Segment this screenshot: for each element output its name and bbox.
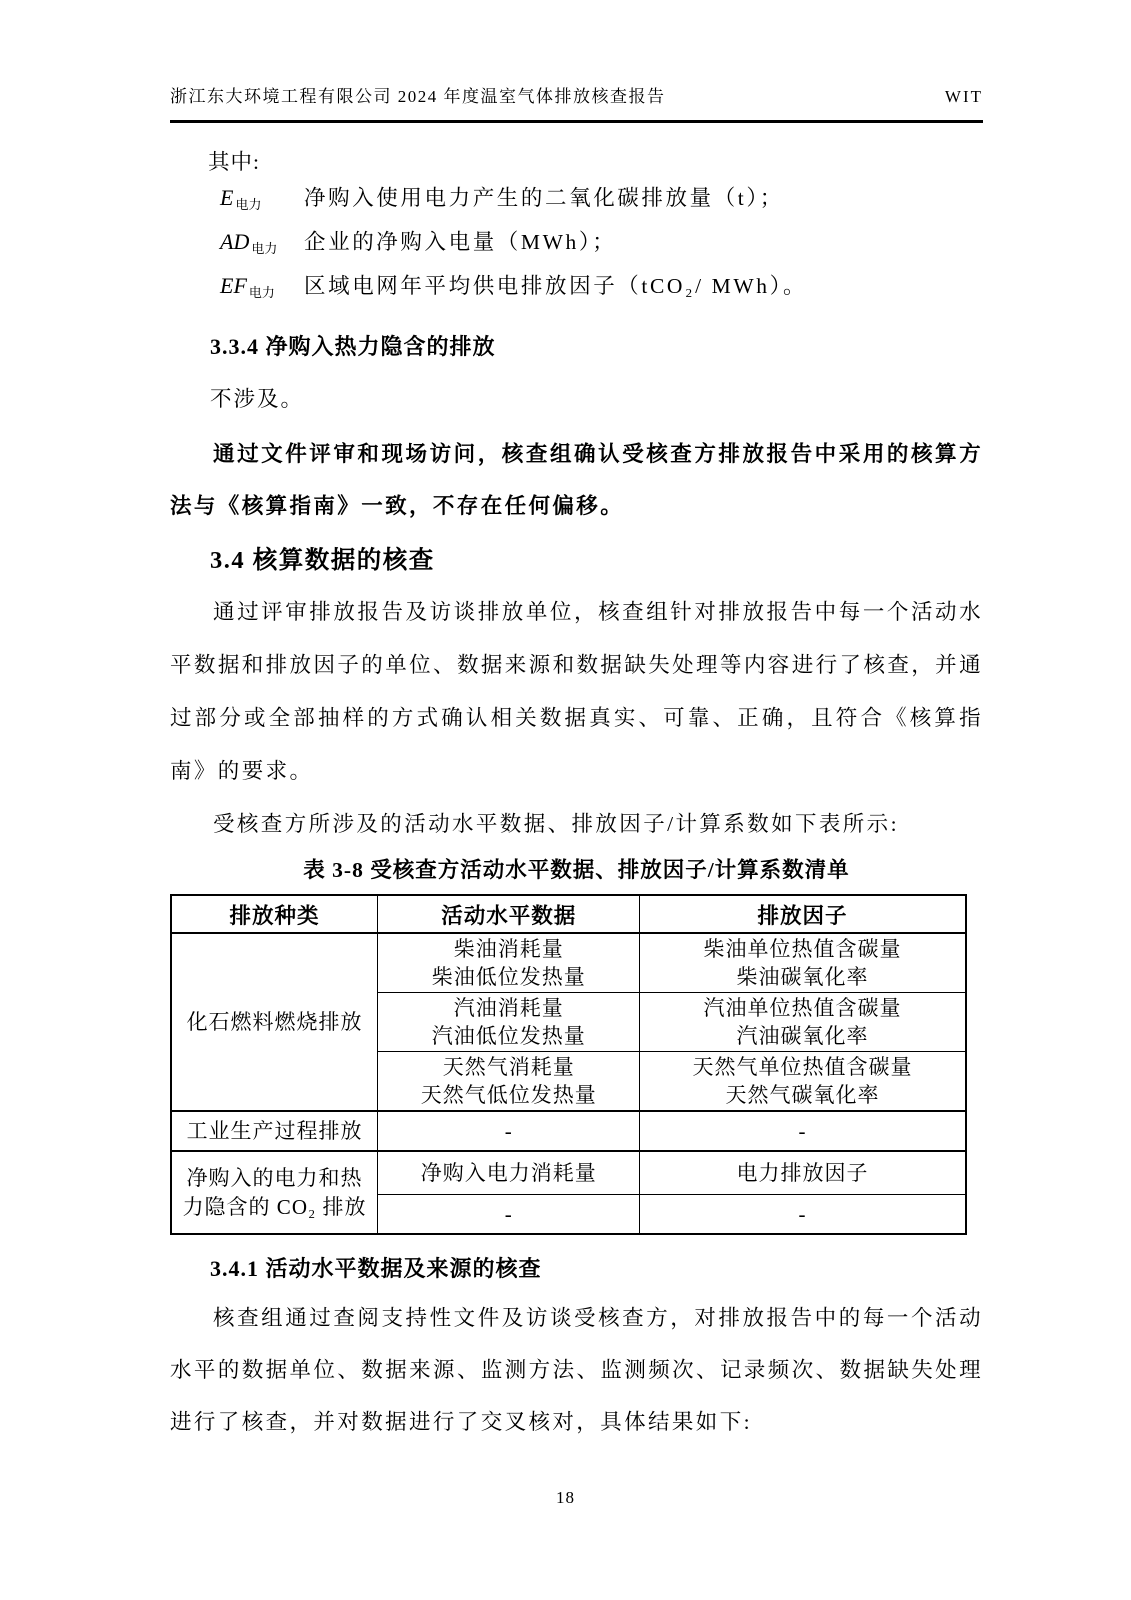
- definition-term: [220, 273, 304, 301]
- term-symbol: AD: [220, 229, 250, 254]
- table-header-row: [171, 895, 966, 933]
- para-not-involved: 不涉及。: [210, 387, 305, 411]
- term-subscript: 电力: [251, 241, 278, 256]
- cell-activity: 净购入电力消耗量: [378, 1151, 640, 1194]
- cell-factor: [640, 993, 966, 1052]
- cell-factor: -: [640, 1111, 966, 1151]
- heading-3-3-4: 3.3.4 净购入热力隐含的排放: [210, 334, 496, 359]
- cell-category-electricity: 净购入的电力和热力隐含的 CO₂ 排放: [171, 1151, 378, 1234]
- col-header-factor: 排放因子: [640, 895, 966, 933]
- cell-category-fossil: 化石燃料燃烧排放: [171, 933, 378, 1111]
- para-conclusion: 通过文件评审和现场访问，核查组确认受核查方排放报告中采用的核算方法与《核算指南》一致，不存在任何偏移。: [170, 442, 983, 518]
- cell-line: 柴油低位发热量: [431, 965, 586, 989]
- cell-activity: -: [378, 1111, 640, 1151]
- definition-desc: 净购入使用电力产生的二氧化碳排放量（t）；: [304, 186, 784, 210]
- table-row-diesel: [171, 933, 966, 993]
- col-header-category: 排放种类: [171, 895, 378, 933]
- table-head: [171, 895, 966, 933]
- definition-term: [220, 185, 304, 213]
- cell-line: 汽油碳氧化率: [736, 1024, 869, 1048]
- cell-factor: 电力排放因子: [640, 1151, 966, 1194]
- cell-category-process: 工业生产过程排放: [171, 1111, 378, 1151]
- cell-activity: [378, 1052, 640, 1112]
- definition-item: [170, 269, 983, 313]
- table-row-purchased-electricity: [171, 1151, 966, 1194]
- cell-activity: [378, 993, 640, 1052]
- definition-desc: 企业的净购入电量（MWh）；: [304, 230, 617, 254]
- table-3-8: [170, 894, 967, 1235]
- definitions-intro: 其中:: [208, 150, 260, 174]
- term-symbol: E: [220, 185, 234, 210]
- cell-line: 柴油消耗量: [453, 937, 564, 961]
- definitions-list: [170, 181, 983, 313]
- term-subscript: 电力: [248, 285, 275, 300]
- table-row-industrial-process: [171, 1111, 966, 1151]
- header-row: [170, 82, 983, 107]
- definition-desc: 区域电网年平均供电排放因子（tCO₂/ MWh）。: [304, 274, 808, 298]
- page-number: 18: [556, 1488, 575, 1507]
- para-3-4-1: 核查组通过查阅支持性文件及访谈受核查方，对排放报告中的每一个活动水平的数据单位、数据来源、监测方法、监测频次、记录频次、数据缺失处理进行了核查，并对数据进行了交叉核对，具体结果如下:: [170, 1306, 983, 1434]
- cell-activity: [378, 933, 640, 993]
- header-title: 浙江东大环境工程有限公司 2024 年度温室气体排放核查报告: [170, 87, 666, 106]
- para-table-lead: 受核查方所涉及的活动水平数据、排放因子/计算系数如下表所示:: [213, 812, 899, 836]
- definition-item: [170, 181, 983, 225]
- para-3-4-intro: 通过评审排放报告及访谈排放单位，核查组针对排放报告中每一个活动水平数据和排放因子的单位、数据来源和数据缺失处理等内容进行了核查，并通过部分或全部抽样的方式确认相关数据真实、可靠、正确，且符合《核算指南》的要求。: [170, 600, 983, 783]
- cell-line: 柴油单位热值含碳量: [703, 937, 902, 961]
- cell-line: 汽油消耗量: [453, 996, 564, 1020]
- header-mark: WIT: [944, 87, 983, 106]
- page-footer: [0, 1488, 1131, 1508]
- cell-line: 天然气低位发热量: [420, 1083, 597, 1107]
- document-body: [170, 147, 983, 1448]
- cell-line: 天然气单位热值含碳量: [692, 1055, 913, 1079]
- header-rule: [170, 120, 983, 123]
- heading-3-4-1: 3.4.1 活动水平数据及来源的核查: [210, 1256, 542, 1281]
- col-header-activity: 活动水平数据: [378, 895, 640, 933]
- cell-line: 柴油碳氧化率: [736, 965, 869, 989]
- table-caption: 表 3-8 受核查方活动水平数据、排放因子/计算系数清单: [303, 858, 850, 882]
- heading-3-4: 3.4 核算数据的核查: [210, 547, 435, 574]
- cell-line: 汽油单位热值含碳量: [703, 996, 902, 1020]
- cell-activity: -: [378, 1194, 640, 1234]
- term-subscript: 电力: [235, 197, 262, 212]
- cell-factor: [640, 1052, 966, 1112]
- page-header: [0, 0, 1131, 123]
- cell-factor: [640, 933, 966, 993]
- cell-line: 天然气碳氧化率: [725, 1083, 880, 1107]
- definition-item: [170, 225, 983, 269]
- table-body: [171, 933, 966, 1234]
- cell-line: 汽油低位发热量: [431, 1024, 586, 1048]
- cell-factor: -: [640, 1194, 966, 1234]
- definition-term: [220, 229, 304, 257]
- cell-line: 天然气消耗量: [442, 1055, 575, 1079]
- term-symbol: EF: [220, 273, 247, 298]
